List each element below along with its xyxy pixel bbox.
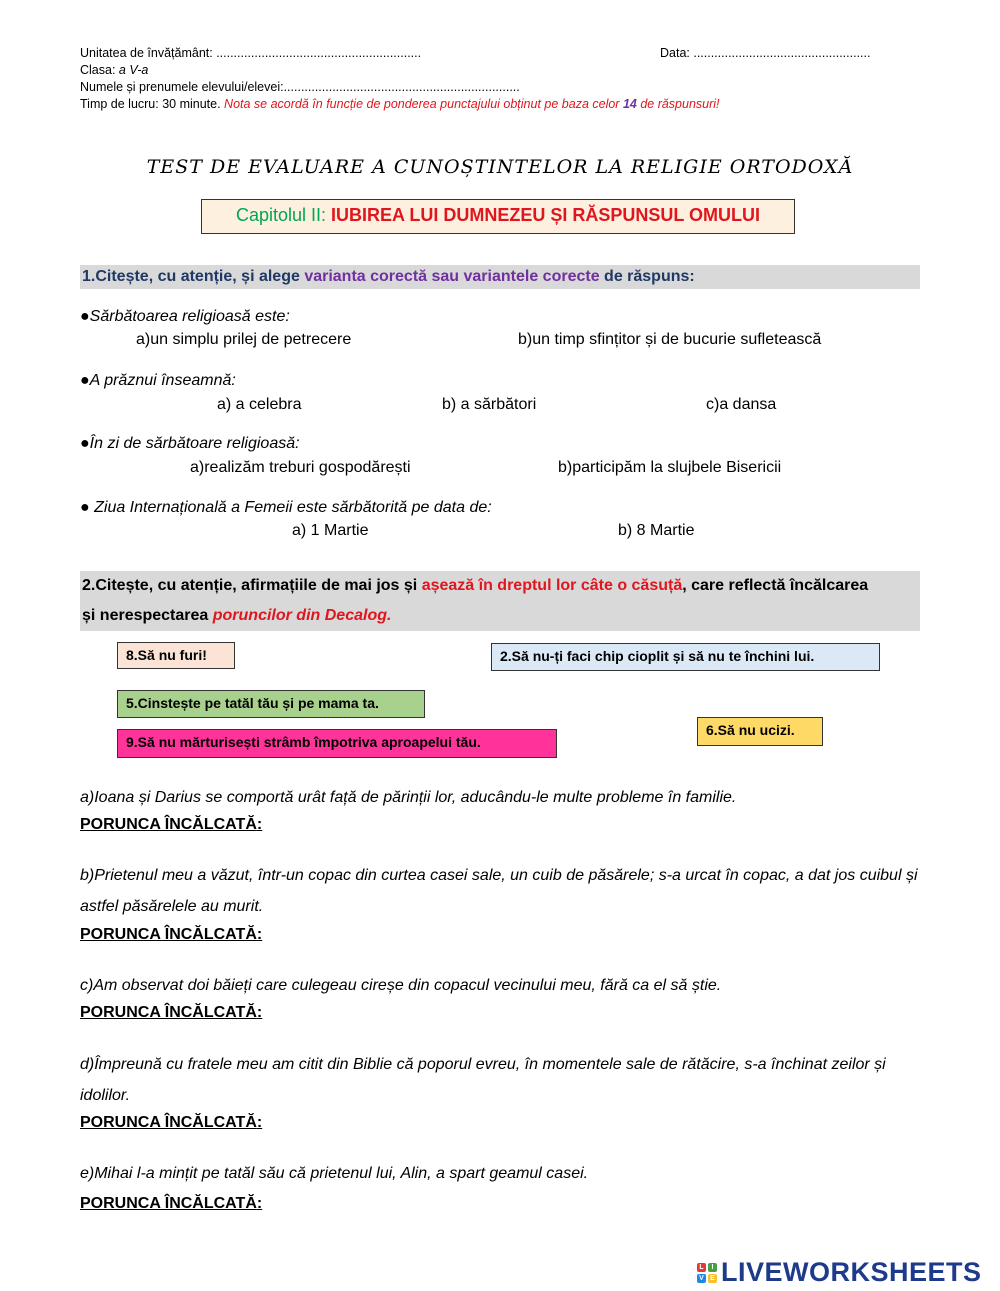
section1-heading: 1.Citește, cu atenție, și alege varianta corectă sau variantele corecte de răspuns: [80,265,920,289]
commandment-8-box[interactable]: 8.Să nu furi! [117,642,235,669]
question-3-option-a[interactable]: a)realizăm treburi gospodărești [190,459,411,476]
commandment-9-box[interactable]: 9.Să nu mărturisești strâmb împotriva aproapelui tău. [117,729,557,758]
header [80,45,720,113]
statement-a: a)Ioana și Darius se comportă urât față de părinții lor, aducându-le multe probleme în familie. [80,789,737,806]
commandment-5-box[interactable]: 5.Cinstește pe tatăl tău și pe mama ta. [117,690,425,718]
question-3: ●În zi de sărbătoare religioasă: [80,435,300,452]
commandment-2-box[interactable]: 2.Să nu-ți faci chip cioplit și să nu te închini lui. [491,643,880,671]
logo-text: LIVEWORKSHEETS [721,1257,982,1287]
chapter-name: IUBIREA LUI DUMNEZEU ȘI RĂSPUNSUL OMULUI [331,205,761,225]
statement-b: b)Prietenul meu a văzut, într-un copac din curtea casei sale, un cuib de păsărele; s-a urcat în copac, a dat jos cuibul și astfel păsărelele au murit. [80,867,918,915]
student-name-line: Numele și prenumele elevului/elevei:.................................................................... [80,80,520,94]
liveworksheets-logo [697,1257,982,1288]
grading-note: Nota se acordă în funcție de ponderea punctajului obținut pe baza celor [224,97,623,111]
statement-c: c)Am observat doi băieți care culegeau cireșe din copacul vecinului meu, fără ca el să știe. [80,977,722,994]
answer-label-e: PORUNCA ÎNCĂLCATĂ: [80,1195,263,1212]
chapter-box [201,199,795,234]
question-2-option-c[interactable]: c)a dansa [706,396,777,413]
question-4-option-a[interactable]: a) 1 Martie [292,522,369,539]
question-2: ●A prăznui înseamnă: [80,372,236,389]
answer-count: 14 [622,97,637,111]
class-line: Clasa: a V-a [80,63,149,77]
time-line: Timp de lucru: 30 minute. Nota se acordă în funcție de ponderea punctajului obținut pe baza celor 14 de răspunsuri! [80,97,720,111]
question-2-option-a[interactable]: a) a celebra [217,396,302,413]
chapter-label: Capitolul II: [235,205,332,225]
answer-label-a: PORUNCA ÎNCĂLCATĂ: [80,816,263,833]
commandment-6-box[interactable]: 6.Să nu ucizi. [697,717,823,746]
statement-e: e)Mihai l-a mințit pe tatăl său că prietenul lui, Alin, a spart geamul casei. [80,1165,589,1182]
section2-heading: 2.Citește, cu atenție, afirmațiile de mai jos și așează în dreptul lor câte o căsuță, care reflectă încălcarea și nerespectarea poruncilor din Decalog. [80,571,920,631]
answer-label-c: PORUNCA ÎNCĂLCATĂ: [80,1004,263,1021]
school-unit-line: Unitatea de învățământ: ........................................................... [80,46,422,60]
question-1-option-a[interactable]: a)un simplu prilej de petrecere [136,331,352,348]
class-value: a V-a [118,63,149,77]
question-3-option-b[interactable]: b)participăm la slujbele Bisericii [558,459,782,476]
question-1-option-b[interactable]: b)un timp sfințitor și de bucurie sufletească [518,331,822,348]
question-4-option-b[interactable]: b) 8 Martie [618,522,695,539]
question-4: ● Ziua Internațională a Femeii este sărbătorită pe data de: [80,499,492,516]
page-title: TEST DE EVALUARE A CUNOȘTINTELOR LA RELIGIE ORTODOXĂ [146,156,854,178]
date-line: Data: ................................................... [660,46,871,60]
answer-label-d: PORUNCA ÎNCĂLCATĂ: [80,1114,263,1131]
logo-mark-icon: L I V E [697,1263,717,1283]
question-2-option-b[interactable]: b) a sărbători [442,396,537,413]
question-1: ●Sărbătoarea religioasă este: [80,308,290,325]
answer-label-b: PORUNCA ÎNCĂLCATĂ: [80,926,263,943]
statement-d: d)Împreună cu fratele meu am citit din Biblie că poporul evreu, în momentele sale de rătăcire, s-a închinat zeilor și idolilor. [80,1056,886,1104]
